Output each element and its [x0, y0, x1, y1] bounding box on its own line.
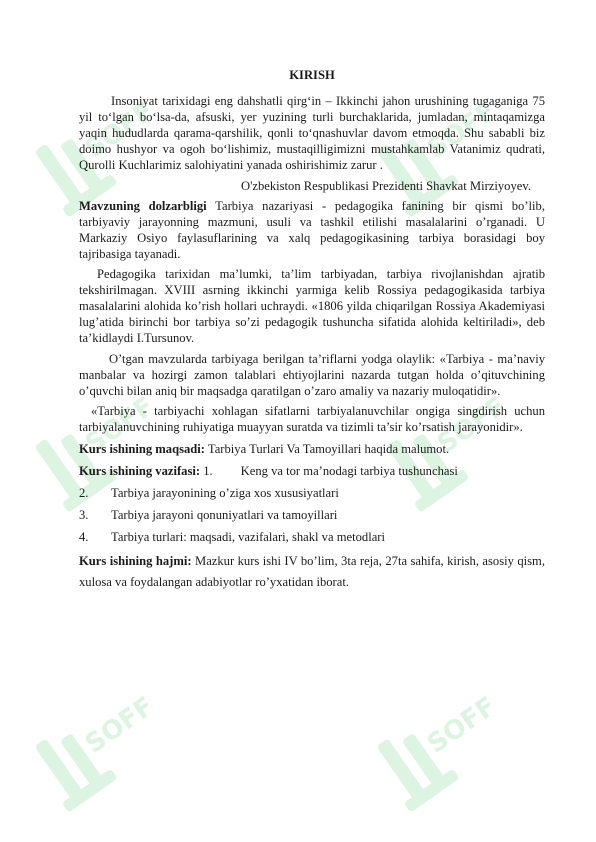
watermark-logo-icon: [18, 690, 148, 820]
task-number: 4.: [79, 529, 89, 544]
task-number: 1.: [203, 463, 213, 478]
task-item: [79, 485, 545, 501]
goal-text: Tarbiya Turlari Va Tamoyillari haqida malumot.: [204, 441, 450, 456]
svg-text:SOFF: SOFF: [80, 96, 148, 165]
task-number: 3.: [79, 507, 89, 522]
epigraph-author: O'zbekiston Respublikasi Prezidenti Shavkat Mirziyoyev.: [240, 178, 531, 193]
volume-text: Mazkur kurs ishi IV bo’lim, 3ta reja, 27ta sahifa, kirish, asosiy qism, xulosa va foydalangan adabiyotlar ro’yxatidan iborat.: [79, 553, 545, 589]
task-item: [79, 507, 545, 523]
volume-paragraph: [79, 551, 545, 593]
svg-text:SOFF: SOFF: [422, 96, 490, 165]
task-text: Tarbiya turlari: maqsadi, vazifalari, shakl va metodlari: [111, 529, 385, 544]
volume-label: Kurs ishining hajmi:: [79, 553, 192, 568]
svg-text:SOFF: SOFF: [80, 691, 148, 760]
task-item: [79, 529, 545, 545]
tasks-label: Kurs ishining vazifasi:: [79, 463, 201, 478]
epigraph-text: Insoniyat tarixidagi eng dahshatli qirg‘in – Ikkinchi jahon urushining tugaganiga 75 yil to‘lgan bo‘lsa-da, afsuski, yer yuzining turli burchaklarida, jumladan, mintaqamizga yaqin hududlarda qarama-qarshilik, qonli to‘qnashuvlar davom etmoqda. Shu sababli biz doimo hushyor va ogoh bo‘lishimiz, mustaqilligimizni mustahkamlab Vatanimiz qudrati, Qurolli Kuchlarimiz salohiyatini yanada oshirishimiz zarur .: [79, 94, 545, 173]
watermark-logo-icon: [360, 690, 490, 820]
svg-text:SOFF: SOFF: [422, 691, 490, 760]
svg-text:SOFF: SOFF: [432, 391, 500, 460]
goal-label: Kurs ishining maqsadi:: [79, 441, 205, 456]
relevance-paragraph: [79, 198, 545, 262]
body-paragraph: O’tgan mavzularda tarbiyaga berilgan ta’riflarni yodga olaylik: «Tarbiya - ma’naviy manbalar va hozirgi zamon talablari ehtiyojlarini nazarda tutgan holda o’qituvchining o’quvchi bilan aniq bir maqsadga qaratilgan o’zaro amaliy va nazariy muloqatidir».: [79, 351, 545, 398]
goal-line: [79, 441, 545, 457]
body-paragraph: Pedagogika tarixidan ma’lumki, ta’lim tarbiyadan, tarbiya rivojlanishdan ajratib tekshirilmagan. XVIII asrning ikkinchi yarmiga kelib Rossiya pedagogikasida tarbiya masalalarini alohida ko’rish hollari uchraydi. «1806 yilda chiqarilgan Rossiya Akademiyasi lug’atida birinchi bor tarbiya so’zi pedagogik tushuncha sifatida alohida keltiriladi», deb ta’kidlaydi I.Tursunov.: [79, 267, 545, 346]
task-number: 2.: [79, 485, 89, 500]
relevance-label: Mavzuning dolzarbligi: [79, 198, 207, 213]
page-title: KIRISH: [289, 68, 335, 82]
document-body: [79, 67, 545, 593]
task-text: Tarbiya jarayoni qonuniyatlari va tamoyillari: [111, 507, 338, 522]
body-paragraph: «Tarbiya - tarbiyachi xohlagan sifatlarni tarbiyalanuvchilar ongiga singdirish uchun tarbiyalanuvchining ruhiyatiga muayyan suratda va tizimli ta’sir ko’rsatish jarayonidir».: [79, 403, 545, 434]
task-text: Tarbiya jarayonining o’ziga xos xususiyatlari: [111, 485, 339, 500]
relevance-text: Tarbiya nazariyasi - pedagogika fanining bir qismi bo’lib, tarbiyaviy jarayonning mazmuni, usuli va tashkil etilishi masalalarini o’rganadi. U Markaziy Osiyo faylasuflarining va xalq pedagogikasining tarbiya borasidagi boy tajribasiga tayanadi.: [79, 198, 545, 261]
svg-text:SOFF: SOFF: [80, 391, 148, 460]
task-item: [79, 463, 545, 479]
task-text: Keng va tor ma’nodagi tarbiya tushunchasi: [240, 463, 458, 478]
